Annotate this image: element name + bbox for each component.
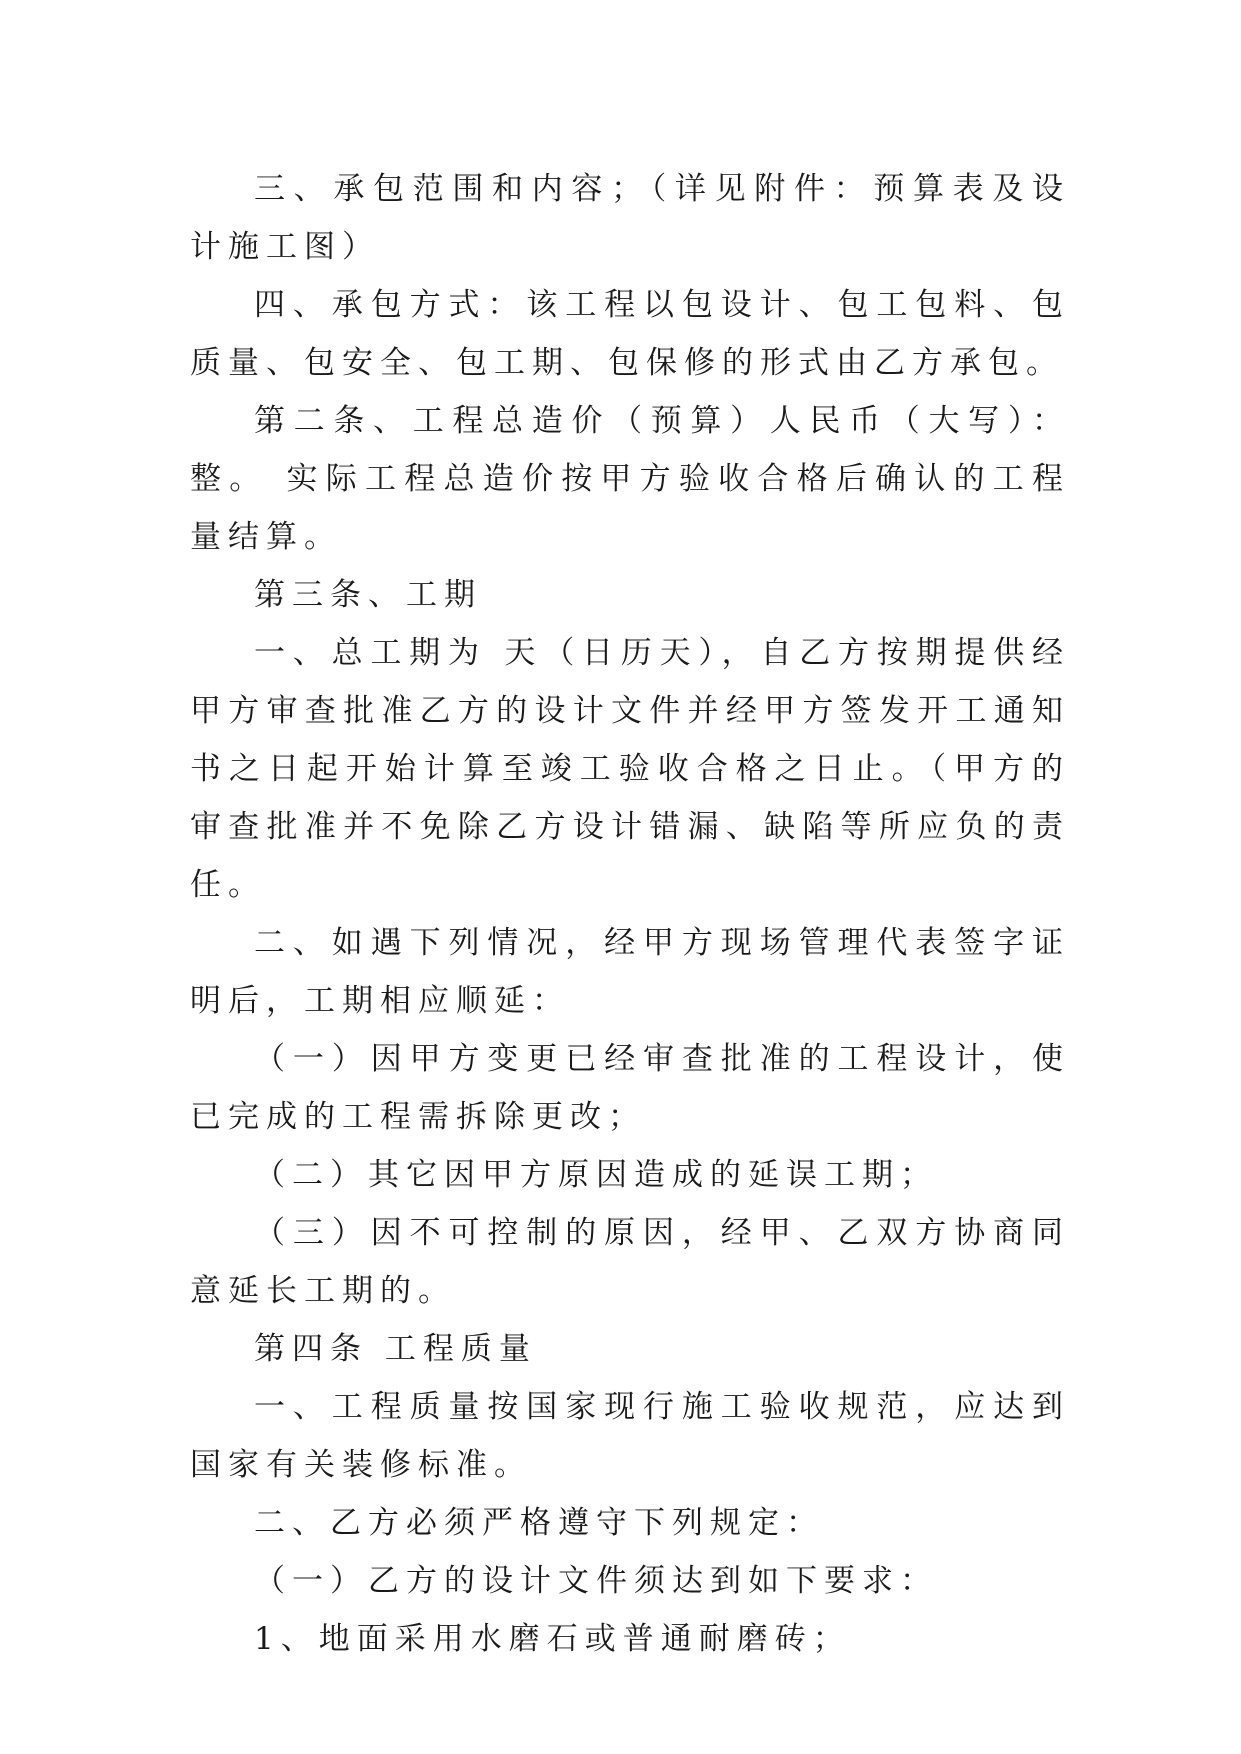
- list-item-design-requirements: （一）乙方的设计文件须达到如下要求：: [254, 1563, 938, 1599]
- paragraph-extension-conditions: 二、如遇下列情况，经甲方现场管理代表签字证明后，工期相应顺延：: [190, 925, 1070, 1019]
- paragraph-regulations: 二、乙方必须严格遵守下列规定：: [254, 1505, 824, 1541]
- paragraph-quality-standard: 一、工程质量按国家现行施工验收规范，应达到国家有关装修标准。: [190, 1389, 1070, 1483]
- list-item-other-delay: （二）其它因甲方原因造成的延误工期；: [254, 1157, 938, 1193]
- paragraph-total-duration: 一、总工期为 天（日历天），自乙方按期提供经甲方审查批准乙方的设计文件并经甲方签发开工通知书之日起开始计算至竣工验收合格之日止。（甲方的审查批准并不免除乙方设计错漏、缺陷等所应负的责任。: [190, 635, 1070, 903]
- paragraph-article-2-price: 第二条、工程总造价（预算）人民币（大写）：整。 实际工程总造价按甲方验收合格后确认的工程量结算。: [190, 403, 1070, 555]
- list-item-design-change: （一）因甲方变更已经审查批准的工程设计，使已完成的工程需拆除更改；: [190, 1041, 1070, 1135]
- paragraph-scope: 三、承包范围和内容；（详见附件：预算表及设计施工图）: [190, 171, 1070, 265]
- paragraph-contract-method: 四、承包方式：该工程以包设计、包工包料、包质量、包安全、包工期、包保修的形式由乙方承包。: [190, 287, 1070, 381]
- heading-article-4-quality: 第四条 工程质量: [254, 1331, 537, 1367]
- heading-article-3-schedule: 第三条、工期: [254, 577, 482, 613]
- document-body: [190, 160, 1070, 1668]
- list-item-floor-material: 1、地面采用水磨石或普通耐磨砖；: [254, 1621, 851, 1657]
- list-item-force-majeure: （三）因不可控制的原因，经甲、乙双方协商同意延长工期的。: [190, 1215, 1070, 1309]
